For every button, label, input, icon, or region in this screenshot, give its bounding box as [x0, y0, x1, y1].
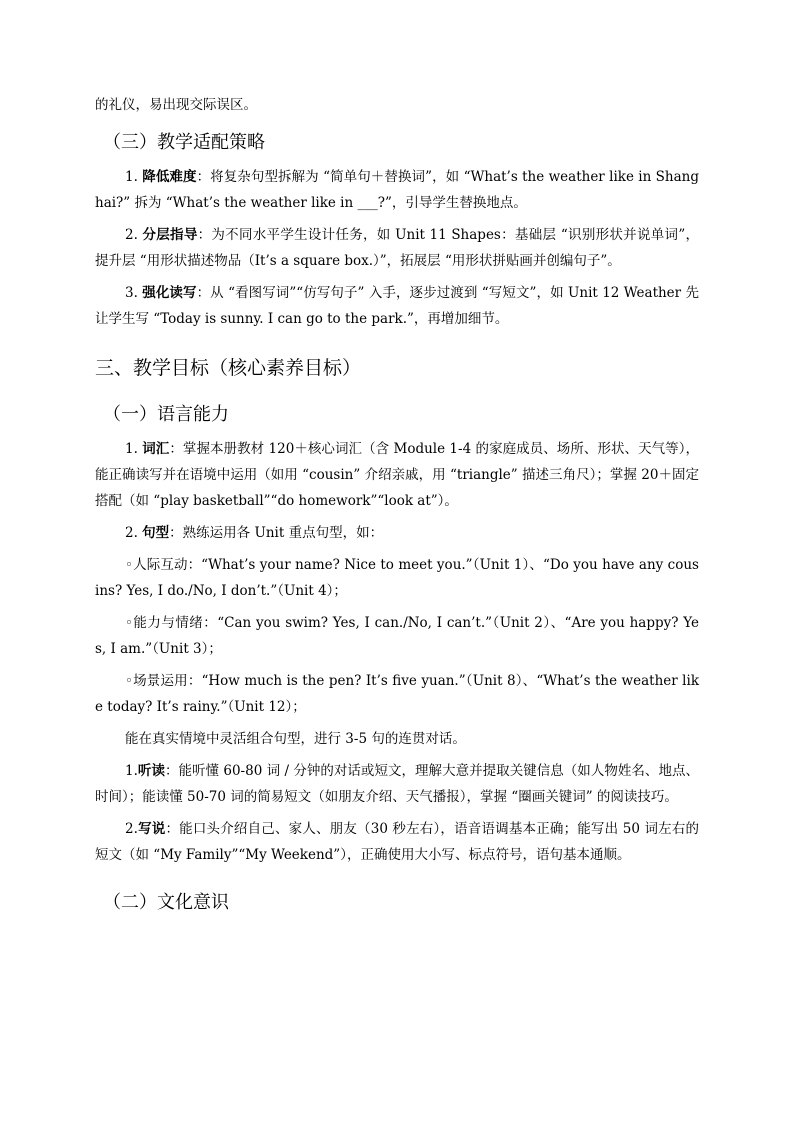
main-heading-teaching-goals: 三、教学目标（核心素养目标） [95, 357, 362, 379]
strategy-term: 分层指导 [142, 227, 198, 243]
vocab-term: 词汇 [142, 441, 170, 457]
listening-term: 听读 [137, 763, 165, 779]
intro-tail: 的礼仪，易出现交际误区。 [95, 97, 257, 113]
section-heading-adaptation-strategies: （三）教学适配策略 [103, 132, 265, 153]
strategy-item-2: 2. 分层指导：为不同水平学生设计任务，如 Unit 11 Shapes：基础层 “识别形状并说单词”，提升层 “用形状描述物品（It’s a square box.）”，拓展层 “用形状拼贴画并创编句子”。 [95, 227, 700, 269]
writing-paragraph: 2.写说：能口头介绍自己、家人、朋友（30 秒左右），语音语调基本正确；能写出 50 词左右的短文（如 “My Family”“My Weekend”），正确使用大小写、标点符号，语句基本通顺。 [95, 821, 699, 863]
strategy-item-1: 1. 降低难度：将复杂句型拆解为 “简单句＋替换词”，如 “What’s the weather like in Shanghai?” 拆为 “What’s the weather like in ___?”，引导学生替换地点。 [95, 169, 700, 211]
sentence-term: 句型 [142, 525, 170, 541]
strategy-term: 降低难度 [142, 169, 197, 185]
pattern-item-2: ◦能力与情绪：“Can you swim? Yes, I can./No, I can’t.”（Unit 2）、“Are you happy? Yes, I am.”（Unit 3）； [95, 615, 699, 657]
dialogue-note: 能在真实情境中灵活组合句型，进行 3-5 句的连贯对话。 [125, 731, 466, 747]
section-heading-language-ability: （一）语言能力 [103, 404, 229, 425]
document-page [95, 92, 699, 916]
strategy-term: 强化读写 [142, 285, 197, 301]
sentence-paragraph: 2. 句型：熟练运用各 Unit 重点句型，如： [125, 525, 384, 541]
vocab-paragraph: 1. 词汇：掌握本册教材 120＋核心词汇（含 Module 1-4 的家庭成员、场所、形状、天气等），能正确读写并在语境中运用（如用 “cousin” 介绍亲戚，用 “triangle” 描述三角尺）；掌握 20＋固定搭配（如 “play basketball”“do homework”“look at”）。 [95, 441, 700, 509]
strategy-item-3: 3. 强化读写：从 “看图写词”“仿写句子” 入手，逐步过渡到 “写短文”，如 Unit 12 Weather 先让学生写 “Today is sunny. I can go to the park.”，再增加细节。 [95, 285, 699, 327]
pattern-item-3: ◦场景运用：“How much is the pen? It’s five yuan.”（Unit 8）、“What’s the weather like today? It’s rainy.”（Unit 12）； [95, 673, 699, 715]
writing-term: 写说 [137, 821, 166, 837]
section-heading-cultural-awareness: （二）文化意识 [103, 892, 229, 913]
pattern-item-1: ◦人际互动：“What’s your name? Nice to meet you.”（Unit 1）、“Do you have any cousins? Yes, I do./No, I don’t.”（Unit 4）； [95, 557, 699, 599]
listening-paragraph: 1.听读：能听懂 60-80 词 / 分钟的对话或短文，理解大意并提取关键信息（如人物姓名、地点、时间）；能读懂 50-70 词的简易短文（如朋友介绍、天气播报），掌握 “圈画关键词” 的阅读技巧。 [95, 763, 699, 805]
